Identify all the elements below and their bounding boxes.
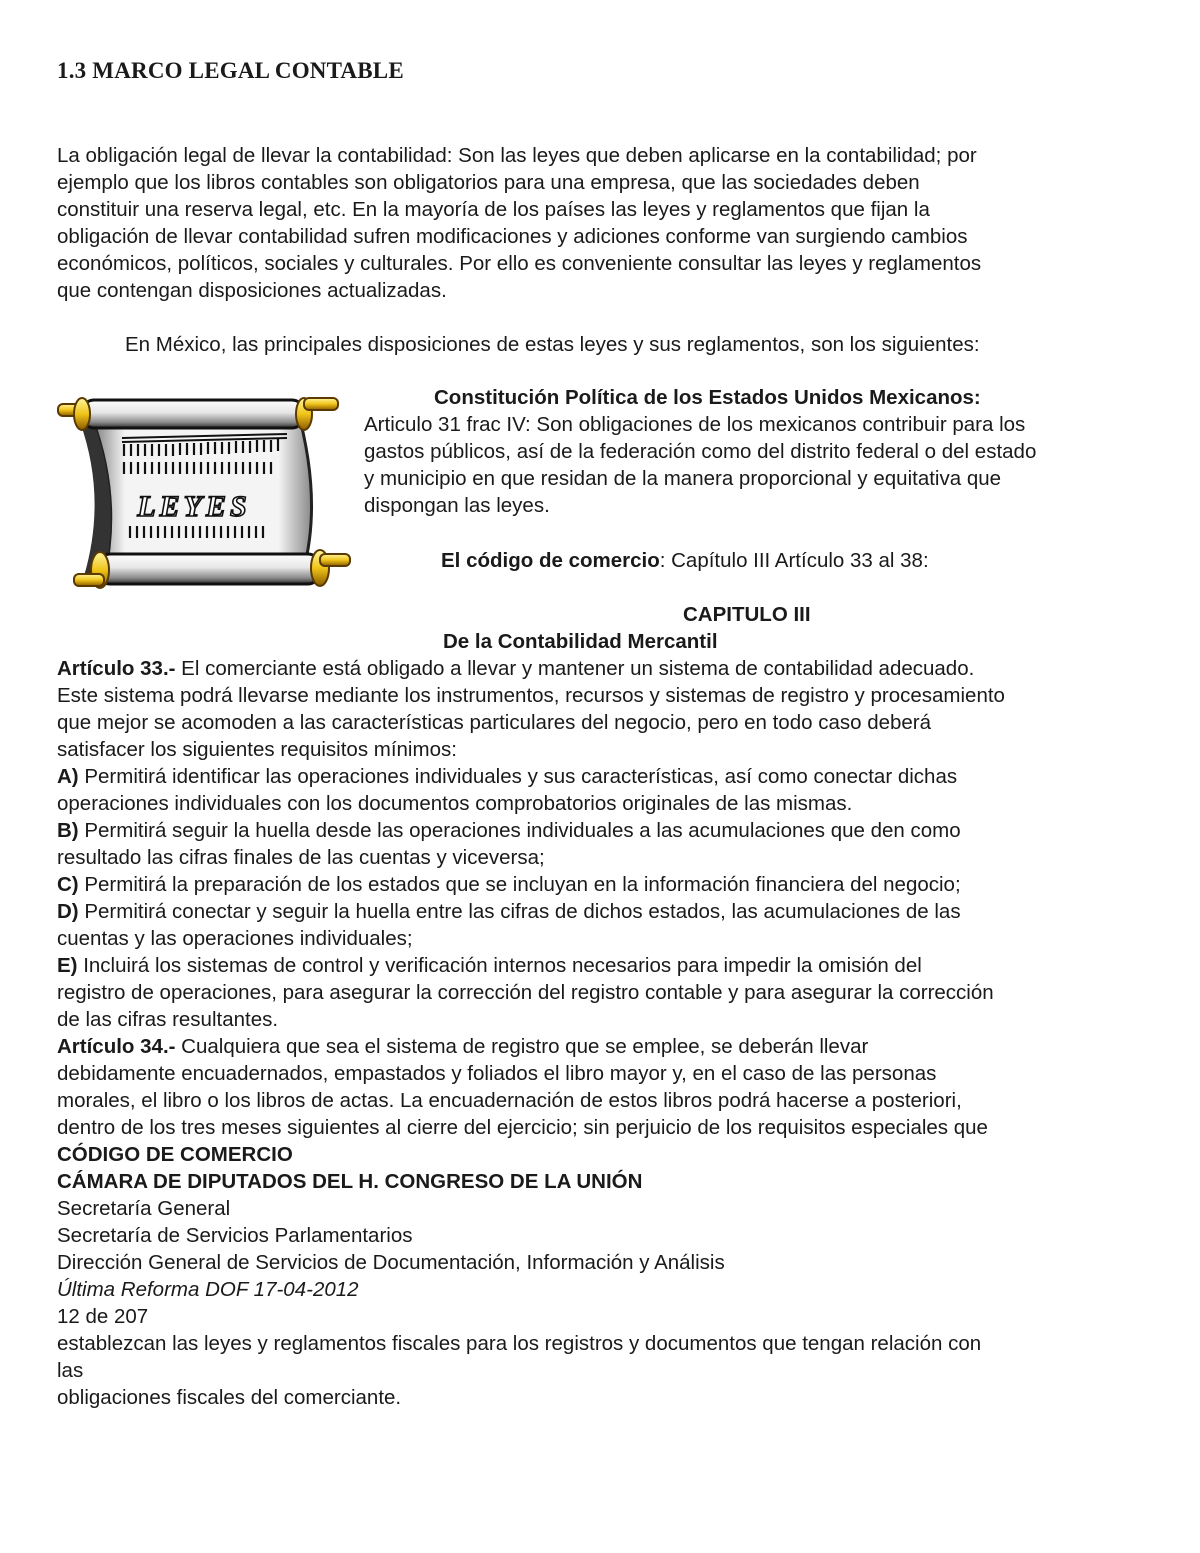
tail-line: las (57, 1359, 84, 1382)
intro-line: ejemplo que los libros contables son obligatorios para una empresa, que las sociedades deben (57, 171, 920, 194)
footer-servicios: Secretaría de Servicios Parlamentarios (57, 1224, 413, 1247)
footer-reforma: Última Reforma DOF 17-04-2012 (57, 1278, 359, 1301)
footer-direccion: Dirección General de Servicios de Documentación, Información y Análisis (57, 1251, 725, 1274)
leyes-scroll-illustration (52, 378, 352, 608)
intro-line: que contengan disposiciones actualizadas. (57, 279, 447, 302)
constitucion-heading: Constitución Política de los Estados Unidos Mexicanos: (434, 386, 981, 409)
page-title: 1.3 MARCO LEGAL CONTABLE (57, 58, 404, 83)
constitucion-line: Articulo 31 frac IV: Son obligaciones de los mexicanos contribuir para los (364, 413, 1026, 436)
codigo-label: El código de comercio (441, 549, 660, 572)
body-line: de las cifras resultantes. (57, 1008, 279, 1031)
intro-line: La obligación legal de llevar la contabilidad: Son las leyes que deben aplicarse en la contabilidad; por (57, 144, 977, 167)
capitulo-subtitle: De la Contabilidad Mercantil (443, 630, 718, 653)
footer-secretaria: Secretaría General (57, 1197, 231, 1220)
footer-code-title: CÓDIGO DE COMERCIO (57, 1143, 293, 1166)
constitucion-section (364, 384, 1154, 519)
body-line: dentro de los tres meses siguientes al cierre del ejercicio; sin perjuicio de los requisitos especiales que (57, 1116, 988, 1139)
body-line: satisfacer los siguientes requisitos mínimos: (57, 738, 457, 761)
constitucion-line: gastos públicos, así de la federación como del distrito federal o del estado (364, 440, 1037, 463)
body-line: Este sistema podrá llevarse mediante los instrumentos, recursos y sistemas de registro y procesamiento (57, 684, 1005, 707)
body-line: A) Permitirá identificar las operaciones individuales y sus características, así como conectar dichas (57, 765, 958, 788)
intro-line: económicos, políticos, sociales y culturales. Por ello es conveniente consultar las leyes y reglamentos (57, 252, 982, 275)
intro-paragraph (57, 142, 1147, 304)
codigo-rest: : Capítulo III Artículo 33 al 38: (659, 549, 929, 572)
tail-line: obligaciones fiscales del comerciante. (57, 1386, 402, 1409)
tail-line: establezcan las leyes y reglamentos fiscales para los registros y documentos que tengan relación con (57, 1332, 982, 1355)
body-line: debidamente encuadernados, empastados y foliados el libro mayor y, en el caso de las personas (57, 1062, 937, 1085)
body-line: cuentas y las operaciones individuales; (57, 927, 413, 950)
body-line: resultado las cifras finales de las cuentas y viceversa; (57, 846, 545, 869)
intro-line: obligación de llevar contabilidad sufren modificaciones y adiciones conforme van surgiendo cambios (57, 225, 968, 248)
constitucion-line: dispongan las leyes. (364, 494, 550, 517)
codigo-comercio-line (441, 547, 929, 574)
constitucion-line: y municipio en que residan de la manera proporcional y equitativa que (364, 467, 1002, 490)
body-line: morales, el libro o los libros de actas. La encuadernación de estos libros podrá hacerse a posteriori, (57, 1089, 962, 1112)
capitulo-title: CAPITULO III (683, 603, 811, 626)
body-line: E) Incluirá los sistemas de control y verificación internos necesarios para impedir la omisión del (57, 954, 922, 977)
body-line: registro de operaciones, para asegurar la corrección del registro contable y para asegurar la corrección (57, 981, 994, 1004)
scroll-label: LEYES (137, 490, 251, 523)
page-number: 12 de 207 (57, 1305, 149, 1328)
body-line: Artículo 34.- Cualquiera que sea el sistema de registro que se emplee, se deberán llevar (57, 1035, 869, 1058)
footer-chamber: CÁMARA DE DIPUTADOS DEL H. CONGRESO DE LA UNIÓN (57, 1170, 643, 1193)
body-line: operaciones individuales con los documentos comprobatorios originales de las mismas. (57, 792, 853, 815)
body-line: Artículo 33.- El comerciante está obligado a llevar y mantener un sistema de contabilidad adecuado. (57, 657, 975, 680)
articles-body (57, 655, 1157, 1411)
body-line: B) Permitirá seguir la huella desde las operaciones individuales a las acumulaciones que den como (57, 819, 961, 842)
mexico-line: En México, las principales disposiciones de estas leyes y sus reglamentos, son los siguientes: (125, 333, 980, 356)
body-line: D) Permitirá conectar y seguir la huella entre las cifras de dichos estados, las acumulaciones de las (57, 900, 961, 923)
intro-line: constituir una reserva legal, etc. En la mayoría de los países las leyes y reglamentos que fijan la (57, 198, 930, 221)
body-line: C) Permitirá la preparación de los estados que se incluyan en la información financiera del negocio; (57, 873, 961, 896)
body-line: que mejor se acomoden a las características particulares del negocio, pero en todo caso deberá (57, 711, 932, 734)
